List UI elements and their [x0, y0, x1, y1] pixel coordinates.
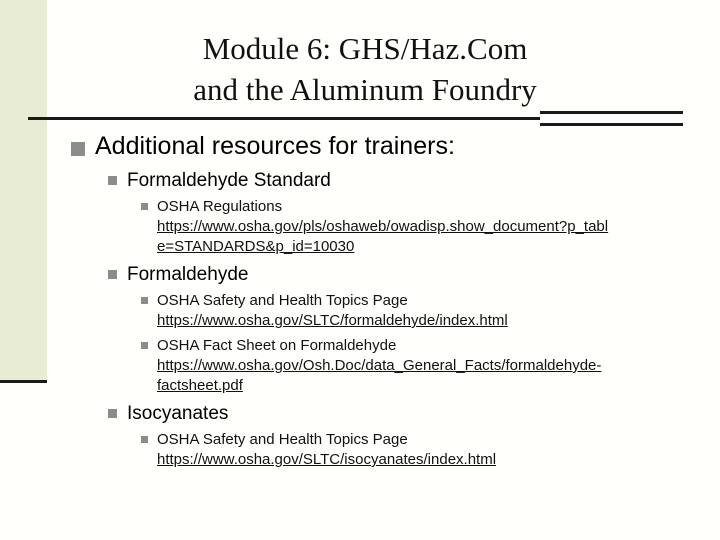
resource-text: OSHA Regulations	[157, 198, 283, 215]
resource-link[interactable]: https://www.osha.gov/pls/oshaweb/owadisp.show_document?p_tabl	[157, 218, 609, 235]
section-label: Formaldehyde Standard	[127, 170, 331, 191]
resource-item	[157, 430, 496, 470]
title-line-2: and the Aluminum Foundry	[193, 72, 537, 107]
divider-accent	[540, 111, 683, 126]
square-bullet-icon	[108, 409, 117, 418]
section-formaldehyde-standard	[127, 170, 331, 192]
square-bullet-icon	[108, 270, 117, 279]
resource-text: OSHA Safety and Health Topics Page	[157, 292, 408, 309]
section-isocyanates	[127, 403, 228, 425]
heading-bullet-item	[95, 132, 455, 161]
resource-link-continued[interactable]: factsheet.pdf	[157, 377, 243, 394]
left-accent-edge	[0, 380, 47, 383]
section-label: Formaldehyde	[127, 264, 249, 285]
resource-link[interactable]: https://www.osha.gov/SLTC/isocyanates/index.html	[157, 451, 497, 468]
square-bullet-icon	[108, 176, 117, 185]
square-bullet-icon	[141, 436, 148, 443]
square-bullet-icon	[141, 203, 148, 210]
resource-link[interactable]: https://www.osha.gov/SLTC/formaldehyde/index.html	[157, 312, 508, 329]
resource-text: OSHA Fact Sheet on Formaldehyde	[157, 337, 397, 354]
resource-text: OSHA Safety and Health Topics Page	[157, 431, 408, 448]
resources-heading: Additional resources for trainers:	[95, 132, 455, 160]
resource-item	[157, 291, 508, 331]
square-bullet-icon	[141, 342, 148, 349]
left-accent-band	[0, 0, 47, 382]
section-formaldehyde	[127, 264, 248, 286]
slide-title	[100, 28, 630, 110]
square-bullet-icon	[141, 297, 148, 304]
resource-item	[157, 336, 601, 396]
section-label: Isocyanates	[127, 403, 229, 424]
resource-item	[157, 197, 608, 257]
title-line-1: Module 6: GHS/Haz.Com	[202, 31, 528, 66]
square-bullet-icon	[71, 142, 85, 156]
resource-link[interactable]: https://www.osha.gov/Osh.Doc/data_General_Facts/formaldehyde-	[157, 357, 602, 374]
resource-link-continued[interactable]: e=STANDARDS&p_id=10030	[157, 238, 355, 255]
